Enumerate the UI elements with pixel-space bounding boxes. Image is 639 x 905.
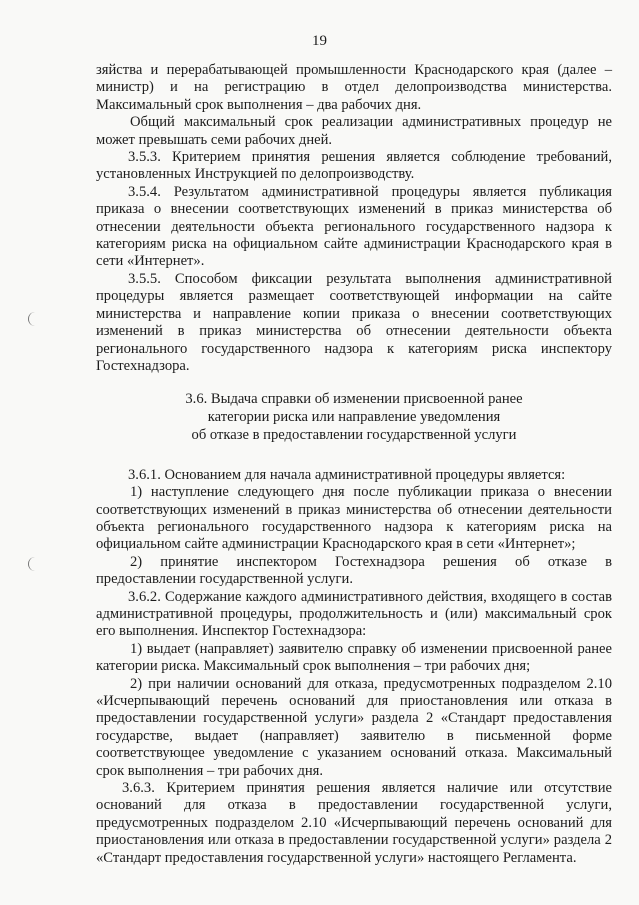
list-item: 2) принятие инспектором Гостехнадзора решения об отказе в предоставлении государственной услуги. (96, 553, 612, 588)
heading-line: 3.6. Выдача справки об изменении присвоенной ранее (185, 391, 523, 408)
paragraph: 3.6.3. Критерием принятия решения является наличие или отсутствие оснований для отказа в предоставлении государственной услуги, предусмотренных подразделом 2.10 «Исчерпывающий перечень оснований для приостановления или отказа в предоставлении государственной услуги» раздела 2 «Стандарт предоставления государственной услуги» настоящего Регламента. (96, 780, 612, 866)
heading-line: об отказе в предоставлении государственной услуги (191, 426, 517, 443)
section-heading (96, 391, 612, 444)
paragraph: Общий максимальный срок реализации административных процедур не может превышать семи рабочих дней. (96, 114, 612, 148)
paragraph: 3.5.5. Способом фиксации результата выполнения административной процедуры является размещает соответствующей информации на сайте министерства и направление копии приказа о внесении соответствующих изменений в приказ министерства об отнесении деятельности объекта регионального государственного надзора к категориям риска инспектору Гостехнадзора. (96, 270, 612, 374)
binding-mark-icon (28, 557, 38, 571)
binding-mark-icon (28, 312, 38, 326)
list-item: 1) выдает (направляет) заявителю справку об изменении присвоенной ранее категории риска. Максимальный срок выполнения – три рабочих дня; (96, 640, 612, 675)
paragraph: 3.6.1. Основанием для начала административной процедуры является: (128, 466, 566, 483)
paragraph: 3.6.2. Содержание каждого административного действия, входящего в состав административной процедуры, продолжительность и (или) максимальный срок его выполнения. Инспектор Гостехнадзора: (96, 588, 612, 640)
paragraph: зяйства и перерабатывающей промышленности Краснодарского края (далее – министр) и на регистрацию в отдел делопроизводства министерства. Максимальный срок выполнения – два рабочих дня. (96, 62, 612, 113)
paragraph: 3.5.4. Результатом административной процедуры является публикация приказа о внесении соответствующих изменений в приказ министерства об отнесении деятельности объекта регионального государственного надзора к категориям риска на официальном сайте администрации Краснодарского края в сети «Интернет». (96, 183, 612, 270)
document-body (96, 62, 612, 867)
paragraph: 3.5.3. Критерием принятия решения является соблюдение требований, установленных Инструкцией по делопроизводству. (96, 149, 612, 183)
list-item: 1) наступление следующего дня после публикации приказа о внесении соответствующих изменений в приказ министерства об отнесении деятельности объекта регионального государственного надзора к категориям риска на официальном сайте администрации Краснодарского края в сети «Интернет»; (96, 484, 612, 553)
list-item: 2) при наличии оснований для отказа, предусмотренных подразделом 2.10 «Исчерпывающий перечень оснований для приостановления или отказа в предоставлении государственной услуги» раздела 2 «Стандарт предоставления государстве, выдает (направляет) заявителю в письменной форме соответствующее уведомление с указанием оснований отказа. Максимальный срок выполнения – три рабочих дня. (96, 675, 612, 779)
heading-line: категории риска или направление уведомления (207, 409, 501, 426)
page-number: 19 (312, 33, 327, 49)
